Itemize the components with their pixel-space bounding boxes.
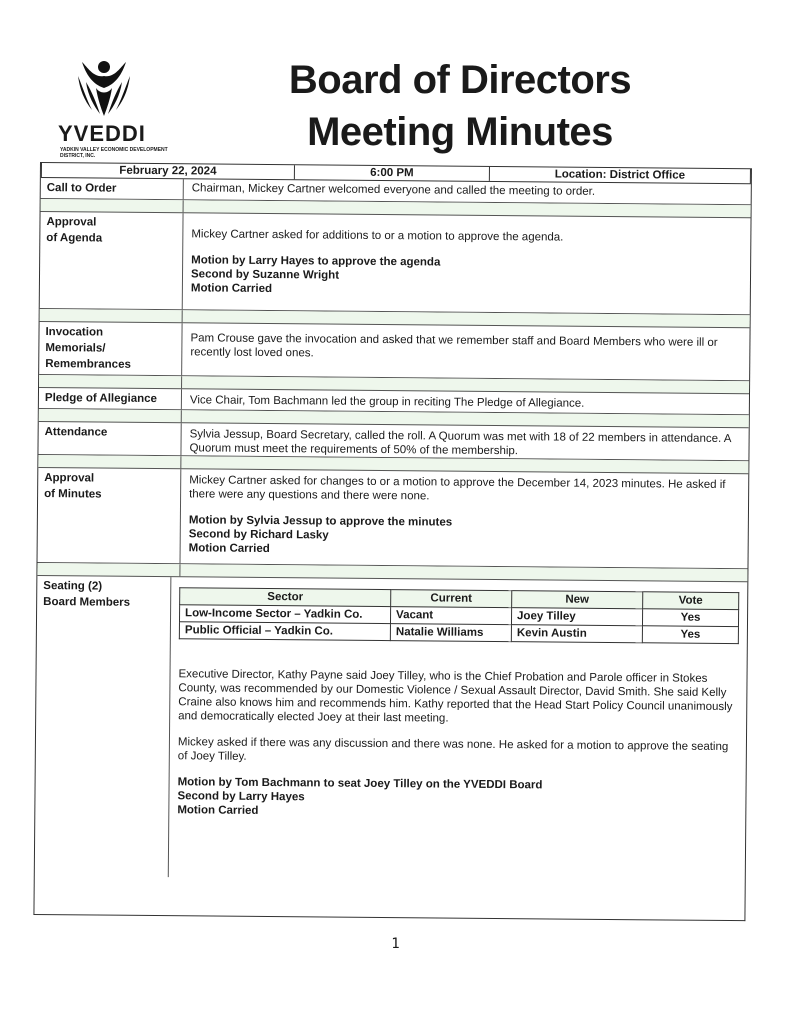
minutes-label-line1: Approval: [44, 472, 95, 485]
seating-content: [169, 577, 748, 882]
cell-sector: Low-Income Sector – Yadkin Co.: [179, 605, 390, 624]
cell-current: Vacant: [390, 607, 511, 625]
invocation-row: [39, 322, 749, 381]
cell-new: Joey Tilley: [511, 608, 642, 626]
call-to-order-text: Chairman, Mickey Cartner welcomed everyone and called the meeting to order.: [191, 182, 596, 198]
cell-vote: Yes: [642, 626, 738, 644]
agenda-motion: Motion by Larry Hayes to approve the agenda: [191, 254, 441, 269]
logo-name: YVEDDI: [58, 121, 146, 146]
cell-new: Kevin Austin: [511, 625, 642, 643]
minutes-carried: Motion Carried: [188, 542, 270, 556]
invocation-label-line3: Remembrances: [45, 358, 131, 371]
page-title-line2: Meeting Minutes: [307, 110, 613, 154]
seating-paragraph-1: Executive Director, Kathy Payne said Joey Tilley, who is the Chief Probation and Parole officer in Stokes County, was recommended by our Domestic Violence / Sexual Assault Director, David Smith. She said Kelly Craine also knows him and recommends him. Kathy reported that the Head Start Policy Council unanimously and democratically elected Joey at their last meeting.: [178, 668, 733, 725]
seating-table: [179, 587, 739, 644]
agenda-row: [40, 212, 751, 315]
seating-second: Second by Larry Hayes: [177, 790, 305, 804]
pledge-text: Vice Chair, Tom Bachmann led the group in reciting The Pledge of Allegiance.: [189, 394, 585, 410]
meeting-date: February 22, 2024: [42, 163, 295, 179]
seating-label-line1: Seating (2): [43, 580, 103, 593]
invocation-text: Pam Crouse gave the invocation and asked that we remember staff and Board Members who were ill or recently lost loved ones.: [190, 332, 718, 360]
minutes-motion: Motion by Sylvia Jessup to approve the minutes: [188, 514, 453, 529]
meeting-location: Location: District Office: [554, 168, 686, 182]
invocation-label-line1: Invocation: [45, 326, 104, 339]
call-to-order-label: Call to Order: [41, 178, 184, 199]
agenda-text: Mickey Cartner asked for additions to or a motion to approve the agenda.: [191, 228, 564, 244]
minutes-content: [181, 469, 749, 568]
yveddi-logo: [52, 58, 168, 168]
col-vote: Vote: [643, 592, 739, 610]
invocation-label: [39, 322, 182, 375]
figure-logo-icon: [74, 58, 134, 118]
minutes-row: [38, 468, 749, 569]
meeting-time: 6:00 PM: [295, 165, 490, 181]
minutes-text: Mickey Cartner asked for changes to or a motion to approve the December 14, 2023 minutes. He asked if there were any questions and there were none.: [189, 474, 726, 503]
attendance-text: Sylvia Jessup, Board Secretary, called the roll. A Quorum was met with 18 of 22 members in attendance. A Quorum must meet the requirements of 50% of the membership.: [189, 428, 731, 458]
minutes-label-line2: of Minutes: [44, 488, 102, 501]
cell-vote: Yes: [642, 609, 738, 627]
cell-sector: Public Official – Yadkin Co.: [179, 622, 390, 641]
agenda-carried: Motion Carried: [190, 282, 273, 296]
seating-row: [35, 576, 748, 882]
pledge-label: Pledge of Allegiance: [39, 388, 182, 409]
seating-label: [35, 576, 172, 877]
agenda-content: [183, 213, 751, 314]
col-current: Current: [391, 590, 512, 608]
seating-label-line2: Board Members: [43, 596, 131, 609]
agenda-label-line1: Approval: [46, 216, 97, 229]
minutes-second: Second by Richard Lasky: [188, 528, 329, 542]
seating-paragraph-2: Mickey asked if there was any discussion and there was none. He asked for a motion to approve the seating of Joey Tilley.: [177, 736, 729, 763]
agenda-label: [40, 212, 184, 309]
invocation-label-line2: Memorials/: [45, 342, 106, 355]
page-title-line1: Board of Directors: [288, 58, 632, 102]
agenda-label-line2: of Agenda: [46, 232, 103, 245]
col-sector: Sector: [180, 588, 391, 607]
minutes-label: [38, 468, 182, 563]
minutes-table: [33, 162, 752, 921]
seating-carried: Motion Carried: [177, 804, 259, 817]
logo-subtitle: YADKIN VALLEY ECONOMIC DEVELOPMENT DISTRICT, INC.: [60, 147, 168, 159]
cell-current: Natalie Williams: [390, 624, 511, 642]
attendance-label: Attendance: [38, 422, 181, 455]
col-new: New: [512, 591, 643, 609]
page-number: 1: [391, 936, 400, 952]
seating-motion: Motion by Tom Bachmann to seat Joey Tilley on the YVEDDI Board: [177, 776, 543, 792]
agenda-second: Second by Suzanne Wright: [190, 268, 340, 282]
